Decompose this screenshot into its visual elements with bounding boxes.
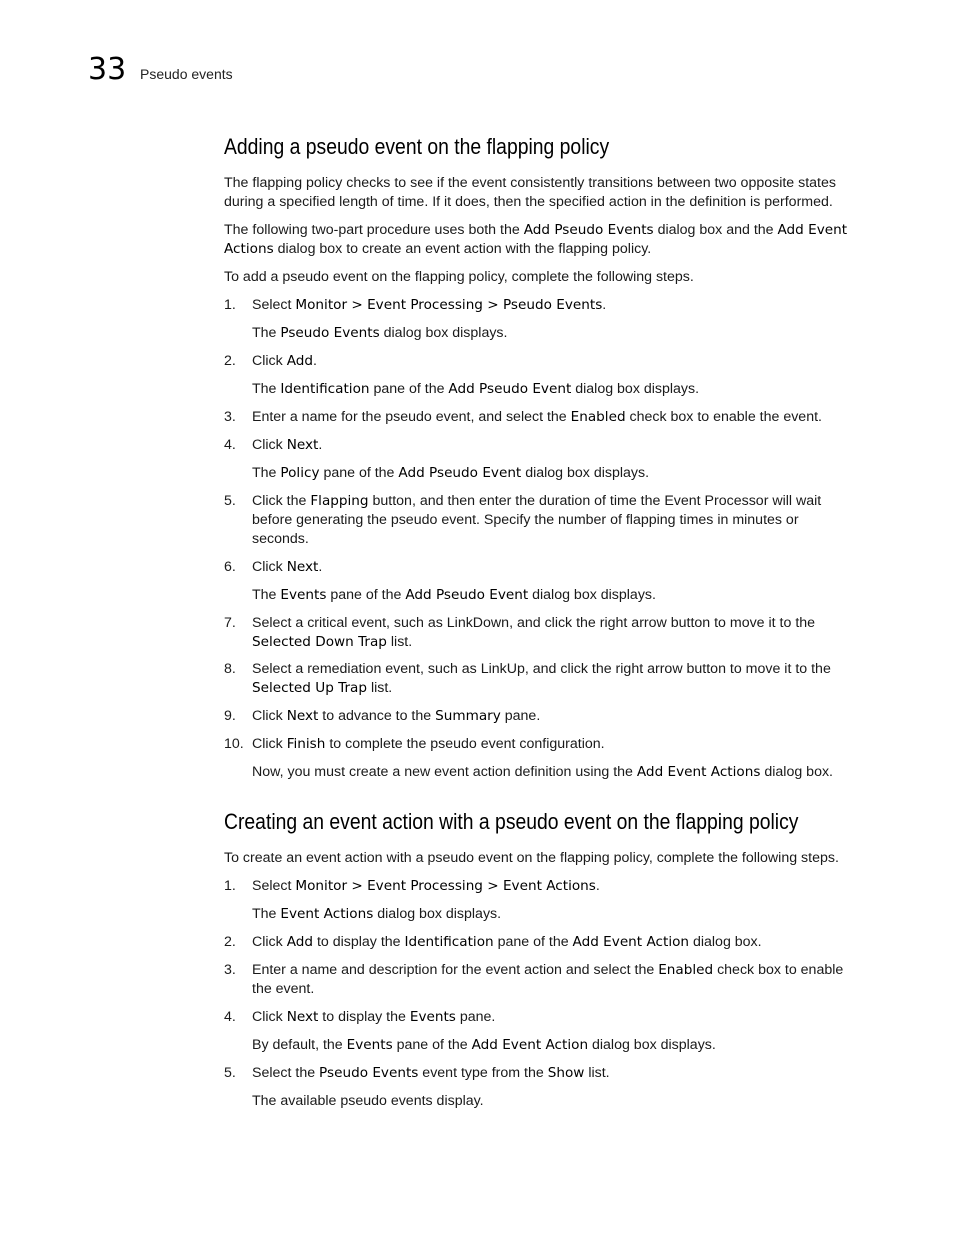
text: Click [252,736,287,752]
text: dialog box displays. [588,1037,716,1053]
text: dialog box. [760,764,834,780]
text: dialog box and the [653,222,778,238]
text: dialog box displays. [379,325,508,341]
text: The following two-part procedure uses both the [224,222,524,238]
text: . [318,559,323,575]
step-result [252,763,872,782]
text: dialog box displays. [528,587,656,603]
step-number: 1. [224,297,236,313]
step-text [252,408,872,427]
ui-term: Selected Down Trap [252,634,387,650]
step-text [252,660,872,698]
ui-term: Flapping [310,493,369,509]
text: the event. [252,981,315,997]
step-text [252,1008,872,1027]
text: Click [252,1009,287,1025]
text: Click [252,559,287,575]
step-number: 2. [224,934,236,950]
text: . [602,297,607,313]
text: dialog box displays. [521,465,650,481]
ui-term: Next [286,559,319,575]
ui-term: Summary [435,708,501,724]
text: to complete the pseudo event configuration. [325,736,605,752]
step-result [252,586,872,605]
text: Enter a name for the pseudo event, and select the [252,409,571,425]
section-heading-flapping-policy: Adding a pseudo event on the flapping policy [224,134,610,159]
ui-term: Next [286,1009,319,1025]
step-number: 4. [224,1009,236,1025]
step-number: 2. [224,353,236,369]
text: Click [252,708,287,724]
ui-term: Actions [224,241,274,257]
step-result [252,464,872,483]
ui-term: Add Pseudo Events [523,222,654,238]
text: Enter a name and description for the event action and select the [252,962,659,978]
step-number: 3. [224,962,236,978]
text: Click [252,437,287,453]
step-number: 5. [224,1065,236,1081]
step-result [252,380,872,399]
step-text [252,352,872,371]
text: Click [252,353,287,369]
step-text [252,735,872,754]
paragraph-steps-intro: To create an event action with a pseudo event on the flapping policy, complete the following steps. [224,850,839,866]
ui-term: Add [286,353,314,369]
text: list. [386,634,413,650]
step-text [252,877,872,896]
step-text [252,933,872,952]
ui-term: Monitor > Event Processing > Pseudo Events [295,297,603,313]
text: list. [584,1065,610,1081]
step-result: The available pseudo events display. [252,1093,484,1109]
text: event type from the [418,1065,548,1081]
step-result [252,905,872,924]
step-number: 5. [224,493,236,509]
step-result [252,1036,872,1055]
step-text [252,558,872,577]
ui-term: Monitor > Event Processing > Event Actions [295,878,596,894]
text: The [252,325,281,341]
text: Select a critical event, such as LinkDown, and click the right arrow button to move it to the [252,615,816,631]
text: pane of the [319,465,399,481]
step-text [252,961,872,999]
ui-term: Add Event Action [471,1037,589,1053]
step-number: 9. [224,708,236,724]
ui-term: Enabled [570,409,626,425]
text: check box to enable the event. [625,409,822,425]
ui-term: Events [409,1009,456,1025]
ui-term: Event Actions [280,906,374,922]
text: . [313,353,317,369]
paragraph-steps-intro: To add a pseudo event on the flapping policy, complete the following steps. [224,269,694,285]
text: The [252,465,281,481]
ui-term: Add [286,934,314,950]
text: list. [367,680,393,696]
section-heading-event-action: Creating an event action with a pseudo event on the flapping policy [224,809,799,834]
ui-term: Next [286,708,319,724]
ui-term: Identification [404,934,494,950]
text: . [318,437,323,453]
text: Select [252,297,296,313]
ui-term: Show [547,1065,585,1081]
chapter-number: 33 [88,52,127,87]
step-text [252,492,872,549]
text: dialog box displays. [373,906,502,922]
text: button, and then enter the duration of time the Event Processor will wait [368,493,822,509]
ui-term: Finish [286,736,326,752]
step-text [252,1064,872,1083]
ui-term: Add Event [777,222,848,238]
text: pane of the [326,587,406,603]
text: pane. [500,708,541,724]
text: Now, you must create a new event action definition using the [252,764,637,780]
step-text [252,436,872,455]
text: . [595,878,600,894]
step-number: 4. [224,437,236,453]
text: Select a remediation event, such as LinkUp, and click the right arrow button to move it to the [252,661,831,677]
step-number: 3. [224,409,236,425]
ui-term: Selected Up Trap [252,680,368,696]
text: pane of the [392,1037,472,1053]
text: dialog box to create an event action with the flapping policy. [273,241,652,257]
step-number: 8. [224,661,236,677]
text: seconds. [252,531,309,547]
ui-term: Policy [280,465,320,481]
step-number: 1. [224,878,236,894]
chapter-title: Pseudo events [140,66,233,82]
step-number: 7. [224,615,236,631]
paragraph-procedure [224,221,874,259]
text: dialog box. [689,934,762,950]
text: check box to enable [713,962,844,978]
ui-term: Add Event Action [572,934,690,950]
text: The [252,587,281,603]
text: pane of the [493,934,573,950]
ui-term: Identification [280,381,370,397]
text: The flapping policy checks to see if the event consistently transitions between two opposite states [224,175,836,191]
ui-term: Add Pseudo Event [398,465,522,481]
text: The [252,381,281,397]
step-number: 10. [224,736,244,752]
text: before generating the pseudo event. Specify the number of flapping times in minutes or [252,512,799,528]
step-number: 6. [224,559,236,575]
ui-term: Next [286,437,319,453]
ui-term: Add Pseudo Event [405,587,529,603]
text: By default, the [252,1037,347,1053]
text: pane of the [369,381,449,397]
text: The [252,906,281,922]
text: pane. [455,1009,496,1025]
ui-term: Events [346,1037,393,1053]
ui-term: Add Pseudo Event [448,381,572,397]
step-result [252,324,872,343]
step-text [252,296,872,315]
text: dialog box displays. [571,381,700,397]
text: Click the [252,493,311,509]
ui-term: Events [280,587,327,603]
step-text [252,707,872,726]
ui-term: Pseudo Events [319,1065,419,1081]
step-text [252,614,872,652]
ui-term: Add Event Actions [636,764,761,780]
text: Select the [252,1065,320,1081]
paragraph-intro [224,174,874,212]
text: to advance to the [318,708,436,724]
text: Select [252,878,296,894]
text: to display the [313,934,405,950]
text: Click [252,934,287,950]
text: during a specified length of time. If it does, then the specified action in the definition is performed. [224,194,833,210]
ui-term: Pseudo Events [280,325,380,341]
text: to display the [318,1009,410,1025]
ui-term: Enabled [658,962,714,978]
